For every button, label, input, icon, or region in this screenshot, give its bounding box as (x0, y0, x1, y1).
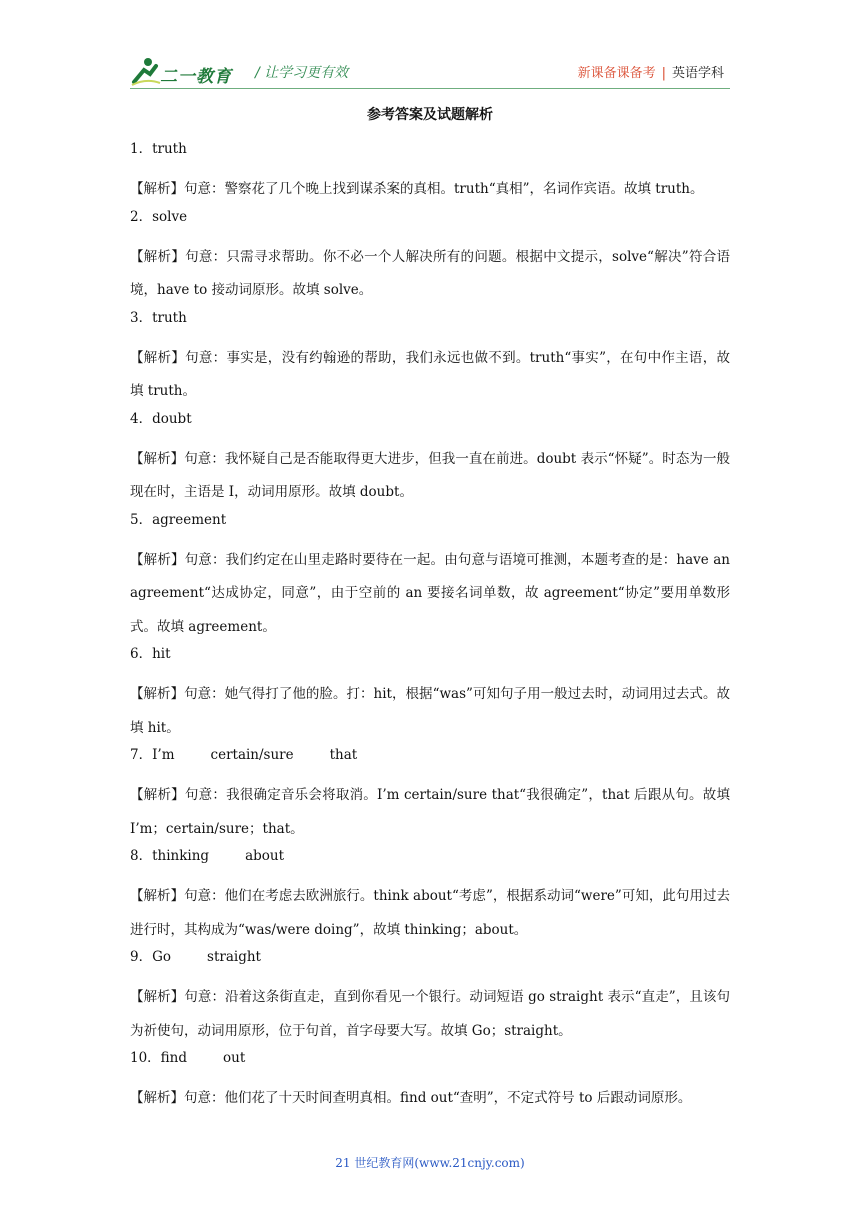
answer-item (130, 644, 730, 745)
answer-item (130, 510, 730, 645)
answer-head: 4．doubt (130, 410, 192, 427)
answer-head: 9．Go straight (130, 949, 261, 965)
answer-explanation: 【解析】句意：事实是，没有约翰逊的帮助，我们永远也做不到。truth“事实”，在句中作主语，故填 truth。 (130, 349, 730, 399)
answer-item (130, 308, 730, 409)
logo (130, 56, 250, 90)
runner-logo-icon (130, 56, 162, 86)
answer-head: 7．I’m certain/sure that (130, 747, 358, 763)
header-course: 新课备课备考 (577, 66, 656, 81)
answer-head: 1．truth (130, 141, 187, 157)
header-slogan: / 让学习更有效 (255, 65, 349, 81)
answer-head: 2．solve (130, 208, 188, 225)
answer-explanation: 【解析】句意：我怀疑自己是否能取得更大进步，但我一直在前进。doubt 表示“怀疑”。时态为一般现在时，主语是 I，动词用原形。故填 doubt。 (130, 450, 730, 500)
answer-head: 6．hit (130, 646, 171, 662)
answer-explanation: 【解析】句意：我很确定音乐会将取消。I’m certain/sure that“我很确定”，that 后跟从句。故填 I’m；certain/sure；that。 (130, 787, 730, 837)
header-separator: | (661, 66, 666, 81)
answer-explanation: 【解析】句意：他们花了十天时间查明真相。find out“查明”，不定式符号 to 后跟动词原形。 (130, 1090, 692, 1106)
header-divider (130, 88, 730, 89)
answer-item (130, 947, 730, 1048)
header-subject (578, 62, 724, 81)
answer-item (130, 139, 730, 207)
answer-explanation: 【解析】句意：只需寻求帮助。你不必一个人解决所有的问题。根据中文提示，solve“解决”符合语境，have to 接动词原形。故填 solve。 (130, 248, 730, 298)
answer-explanation: 【解析】句意：警察花了几个晚上找到谋杀案的真相。truth“真相”，名词作宾语。故填 truth。 (130, 181, 704, 197)
answer-explanation: 【解析】句意：我们约定在山里走路时要待在一起。由句意与语境可推测，本题考查的是：have an agreement“达成协定，同意”，由于空前的 an 要接名词单数，故 agreement“协定”要用单数形式。故填 agreement。 (130, 551, 730, 635)
answer-content (130, 104, 730, 1116)
page-footer: 21 世纪教育网(www.21cnjy.com) (335, 1156, 525, 1170)
answer-explanation: 【解析】句意：她气得打了他的脸。打：hit，根据“was”可知句子用一般过去时，动词用过去式。故填 hit。 (130, 686, 730, 736)
answer-item (130, 1048, 730, 1116)
answer-explanation: 【解析】句意：沿着这条街直走，直到你看见一个银行。动词短语 go straight 表示“直走”，且该句为祈使句，动词用原形，位于句首，首字母要大写。故填 Go；straight。 (130, 989, 730, 1039)
answer-item (130, 846, 730, 947)
answer-explanation: 【解析】句意：他们在考虑去欧洲旅行。think about“考虑”，根据系动词“were”可知，此句用过去进行时，其构成为“was/were doing”，故填 thinking；about。 (130, 888, 730, 938)
answer-head: 8．thinking about (130, 848, 285, 864)
page-title: 参考答案及试题解析 (367, 107, 493, 123)
answer-item (130, 745, 730, 846)
page-header (130, 56, 730, 92)
answer-item (130, 409, 730, 510)
answer-head: 3．truth (130, 309, 187, 326)
answer-head: 5．agreement (130, 511, 227, 528)
answer-item (130, 207, 730, 308)
header-subject-name: 英语学科 (671, 66, 724, 81)
answer-head: 10．find out (130, 1050, 246, 1066)
logo-text: 二一教育 (160, 67, 232, 87)
